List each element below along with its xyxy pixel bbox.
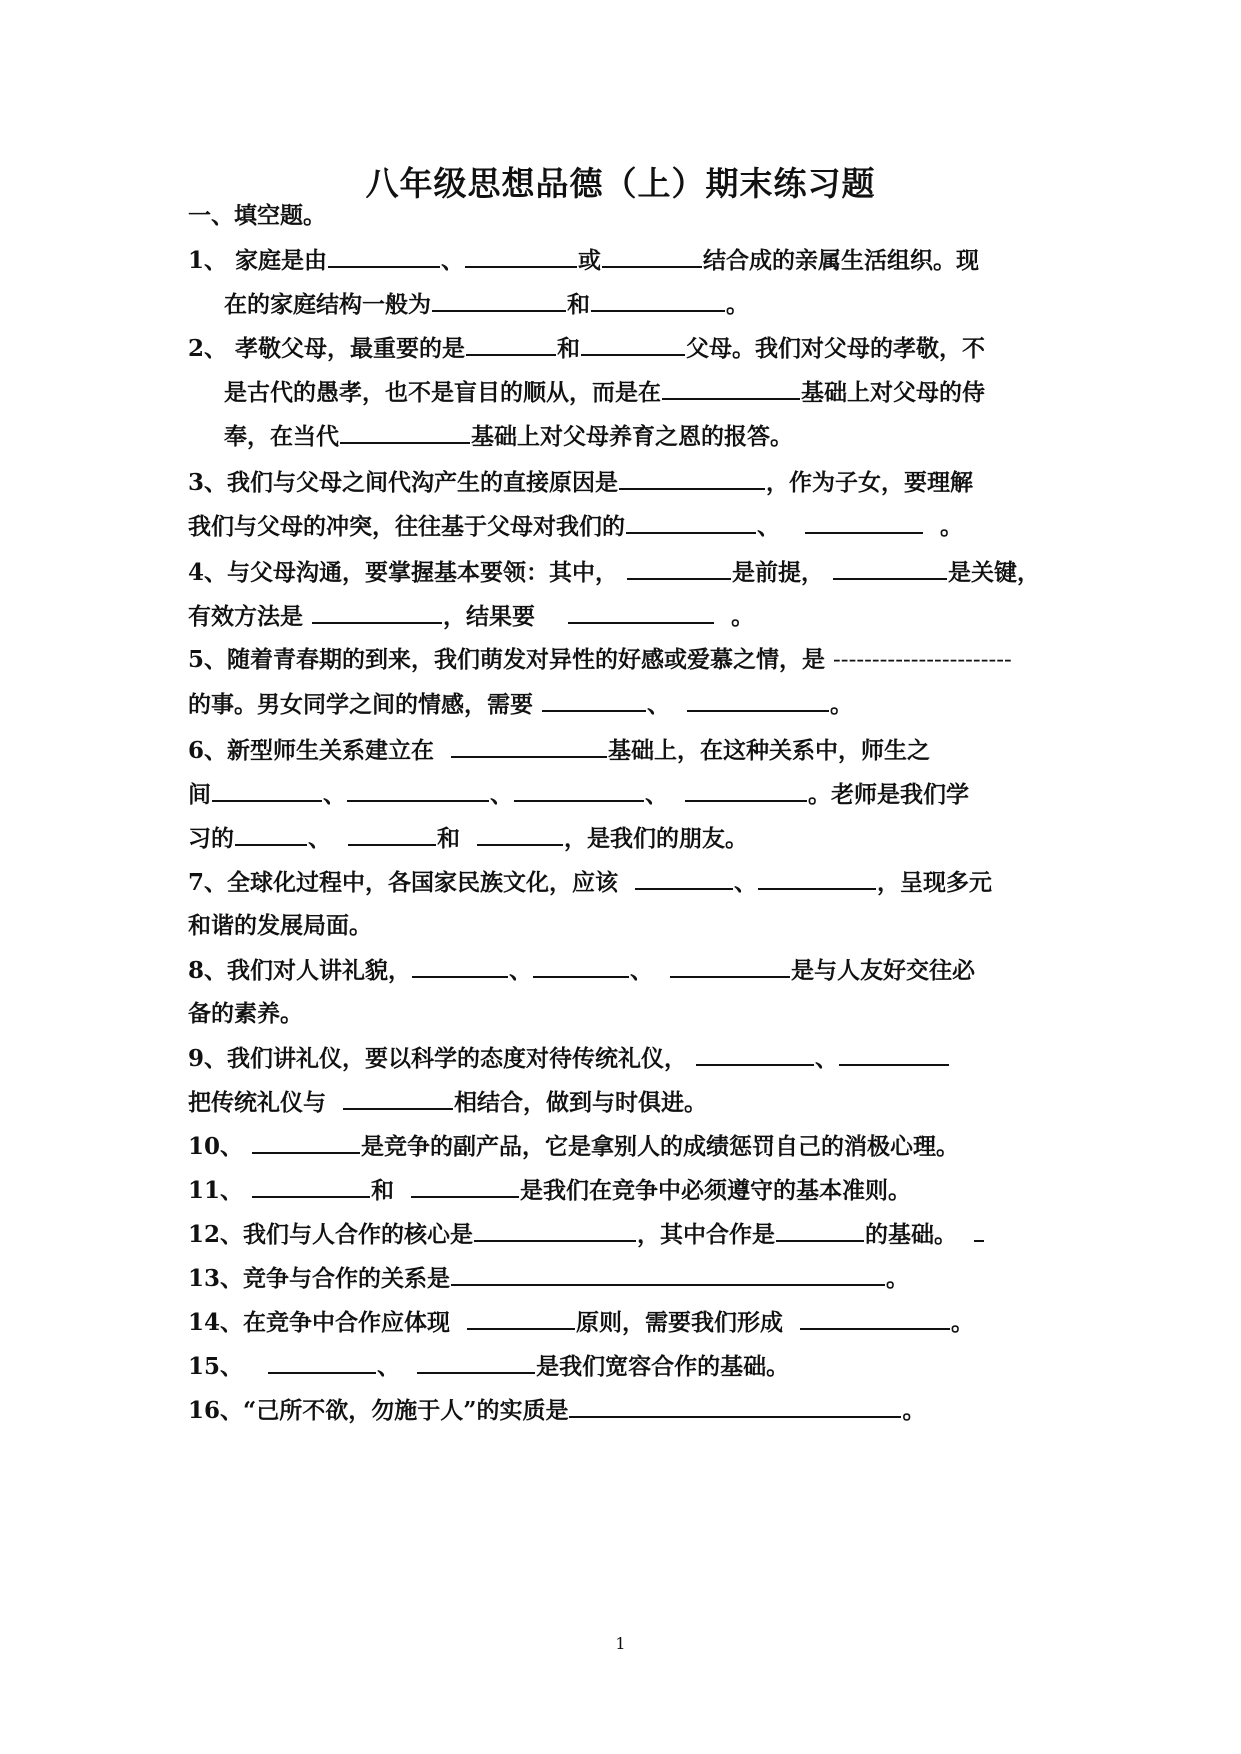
- answer-blank[interactable]: [627, 552, 731, 580]
- question-14: 14、在竞争中合作应体现 原则，需要我们形成 。: [188, 1302, 1068, 1342]
- answer-blank[interactable]: [235, 818, 307, 846]
- answer-blank[interactable]: [591, 284, 725, 312]
- question-7-line-1: 7、全球化过程中，各国家民族文化，应该 、 ，呈现多元: [188, 862, 1068, 902]
- question-13: 13、竞争与合作的关系是 。: [188, 1258, 1068, 1298]
- question-8-line-1: 8、我们对人讲礼貌， 、 、 是与人友好交往必: [188, 950, 1068, 990]
- question-9-line-2: 把传统礼仪与 相结合，做到与时俱进。: [188, 1082, 1068, 1122]
- question-2-line-3: 奉，在当代 基础上对父母养育之恩的报答。: [224, 416, 1104, 456]
- question-5-line-1: 5、随着青春期的到来，我们萌发对异性的好感或爱慕之情，是 -----------------------: [188, 646, 1012, 673]
- answer-blank[interactable]: [776, 1214, 864, 1242]
- answer-blank[interactable]: [412, 950, 508, 978]
- section-heading: 一、填空题。: [188, 202, 326, 229]
- answer-blank[interactable]: [477, 818, 563, 846]
- question-12: 12、我们与人合作的核心是 ，其中合作是 的基础。: [188, 1214, 1068, 1254]
- question-4-line-2: 有效方法是 ，结果要 。: [188, 596, 1068, 636]
- answer-blank[interactable]: [626, 506, 756, 534]
- answer-blank[interactable]: [569, 1390, 901, 1418]
- answer-blank[interactable]: [451, 730, 607, 758]
- answer-blank[interactable]: [800, 1302, 950, 1330]
- answer-blank[interactable]: [411, 1170, 519, 1198]
- stray-underline: [974, 1214, 984, 1242]
- question-1-line-2: 在的家庭结构一般为 和 。: [224, 284, 1104, 324]
- dashed-answer-blank[interactable]: -----------------------: [833, 647, 1012, 673]
- answer-blank[interactable]: [466, 328, 556, 356]
- answer-blank[interactable]: [417, 1346, 535, 1374]
- question-1-line-1: 1、 家庭是由 、 或 结合成的亲属生活组织。现: [188, 240, 1068, 280]
- answer-blank[interactable]: [348, 818, 436, 846]
- answer-blank[interactable]: [252, 1170, 370, 1198]
- answer-blank[interactable]: [343, 1082, 453, 1110]
- answer-blank[interactable]: [212, 774, 322, 802]
- question-5-line-2: 的事。男女同学之间的情感，需要 、 。: [188, 684, 1068, 724]
- question-6-line-2: 间 、 、 、 。老师是我们学: [188, 774, 1068, 814]
- question-6-line-3: 习的 、 和 ，是我们的朋友。: [188, 818, 1068, 858]
- answer-blank[interactable]: [533, 950, 629, 978]
- question-2-line-1: 2、 孝敬父母，最重要的是 和 父母。我们对父母的孝敬，不: [188, 328, 1068, 368]
- answer-blank[interactable]: [474, 1214, 636, 1242]
- page-title: 八年级思想品德（上）期末练习题: [365, 164, 876, 203]
- answer-blank[interactable]: [465, 240, 577, 268]
- answer-blank[interactable]: [252, 1126, 360, 1154]
- question-7-line-2: 和谐的发展局面。: [188, 912, 372, 939]
- answer-blank[interactable]: [619, 462, 765, 490]
- answer-blank[interactable]: [696, 1038, 814, 1066]
- answer-blank[interactable]: [833, 552, 947, 580]
- page-number: 1: [615, 1634, 626, 1653]
- answer-blank[interactable]: [662, 372, 800, 400]
- answer-blank[interactable]: [839, 1038, 949, 1066]
- answer-blank[interactable]: [581, 328, 685, 356]
- answer-blank[interactable]: [347, 774, 489, 802]
- answer-blank[interactable]: [758, 862, 876, 890]
- answer-blank[interactable]: [670, 950, 790, 978]
- question-9-line-1: 9、我们讲礼仪，要以科学的态度对待传统礼仪， 、: [188, 1038, 1068, 1078]
- question-2-line-2: 是古代的愚孝，也不是盲目的顺从，而是在 基础上对父母的侍: [224, 372, 1104, 412]
- question-3-line-2: 我们与父母的冲突，往往基于父母对我们的 、 。: [188, 506, 1068, 546]
- answer-blank[interactable]: [635, 862, 733, 890]
- answer-blank[interactable]: [685, 774, 807, 802]
- answer-blank[interactable]: [451, 1258, 885, 1286]
- answer-blank[interactable]: [312, 596, 442, 624]
- answer-blank[interactable]: [467, 1302, 575, 1330]
- answer-blank[interactable]: [432, 284, 566, 312]
- question-6-line-1: 6、新型师生关系建立在 基础上，在这种关系中，师生之: [188, 730, 1068, 770]
- answer-blank[interactable]: [542, 684, 646, 712]
- answer-blank[interactable]: [568, 596, 714, 624]
- question-11: 11、 和 是我们在竞争中必须遵守的基本准则。: [188, 1170, 1068, 1210]
- answer-blank[interactable]: [268, 1346, 376, 1374]
- question-4-line-1: 4、与父母沟通，要掌握基本要领：其中， 是前提， 是关键，: [188, 552, 1068, 592]
- answer-blank[interactable]: [805, 506, 923, 534]
- answer-blank[interactable]: [328, 240, 440, 268]
- question-15: 15、 、 是我们宽容合作的基础。: [188, 1346, 1068, 1386]
- question-10: 10、 是竞争的副产品，它是拿别人的成绩惩罚自己的消极心理。: [188, 1126, 1068, 1166]
- answer-blank[interactable]: [340, 416, 470, 444]
- question-16: 16、“己所不欲，勿施于人”的实质是 。: [188, 1390, 1068, 1430]
- answer-blank[interactable]: [687, 684, 829, 712]
- answer-blank[interactable]: [514, 774, 644, 802]
- question-8-line-2: 备的素养。: [188, 1000, 303, 1027]
- question-3-line-1: 3、我们与父母之间代沟产生的直接原因是 ，作为子女，要理解: [188, 462, 1068, 502]
- answer-blank[interactable]: [602, 240, 702, 268]
